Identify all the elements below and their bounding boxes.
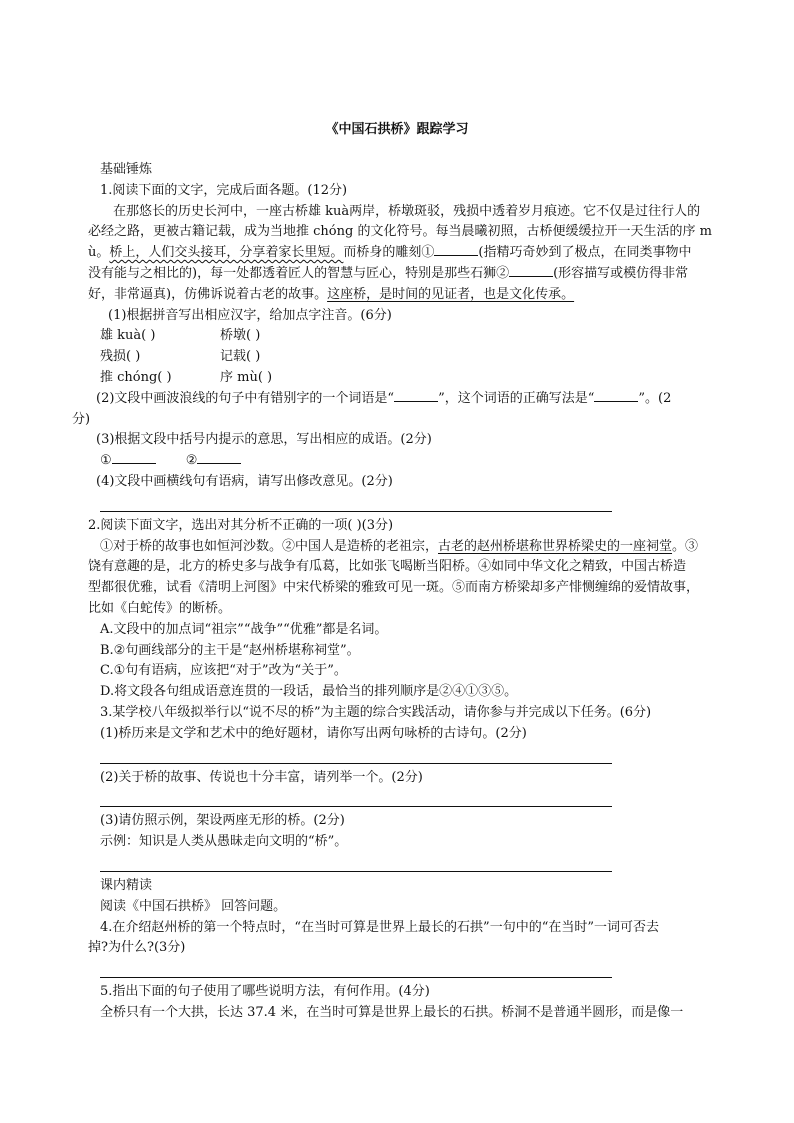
pinyin-item[interactable]: 雄 kuà( ) <box>100 328 156 344</box>
answer-blank-2[interactable] <box>509 264 553 277</box>
q1-sub-2-text: (2)文段中画波浪线的句子中有错别字的一个词语是“ <box>96 390 395 406</box>
q2-passage-line-2: 饶有意趣的是，北方的桥史多与战争有瓜葛，比如张飞喝断当阳桥。④如同中华文化之精致，中国古桥造 <box>88 559 687 575</box>
q1-passage-text: 而桥身的雕刻① <box>343 245 435 261</box>
answer-blank-wrong-word[interactable] <box>394 389 438 402</box>
question-1-prompt: 1.阅读下面的文字，完成后面各题。(12分) <box>100 182 348 198</box>
option-b[interactable]: B.②句画线部分的主干是“赵州桥堪称祠堂”。 <box>100 642 360 658</box>
answer-line[interactable] <box>100 967 612 978</box>
answer-blank-1[interactable] <box>434 243 478 256</box>
page-title: 《中国石拱桥》跟踪学习 <box>325 122 469 137</box>
q1-sub-2 <box>96 389 720 410</box>
q1-sub-3-answers <box>100 451 720 472</box>
q1-sub-2-text: ”，这个词语的正确写法是“ <box>438 390 595 406</box>
q1-passage-line-1 <box>100 202 720 223</box>
pinyin-item[interactable]: 残损( ) <box>100 349 141 365</box>
q3-sub-2: (2)关于桥的故事、传说也十分丰富，请列举一个。(2分) <box>100 769 423 785</box>
pinyin-item[interactable]: 记载( ) <box>220 349 261 365</box>
q1-passage-text: ù。 <box>88 245 110 261</box>
q2-passage-line-1 <box>88 537 720 558</box>
q2-passage-line-4: 比如《白蛇传》的断桥。 <box>88 600 232 616</box>
document-body <box>72 160 720 1024</box>
pinyin-item[interactable]: 序 mù( ) <box>220 369 273 385</box>
question-5-prompt: 5.指出下面的句子使用了哪些说明方法，有何作用。(4分) <box>100 984 430 1000</box>
q1-sub-3: (3)根据文段中括号内提示的意思，写出相应的成语。(2分) <box>96 432 432 448</box>
q1-passage-line-2: 必经之路，更被古籍记载，成为当地推 chóng 的文化符号。每当晨曦初照，古桥便缓缓拉开一天生活的序 m <box>88 224 712 240</box>
q1-sub-2-cont: 分) <box>72 411 91 427</box>
underlined-sentence: 这座桥，是时间的见证者，也是文化传承。 <box>327 286 575 302</box>
answer-line[interactable] <box>100 753 612 764</box>
pinyin-item[interactable]: 推 chóng( ) <box>100 369 172 385</box>
q1-sub-1: (1)根据拼音写出相应汉字，给加点字注音。(6分) <box>108 307 392 323</box>
pinyin-item[interactable]: 桥墩( ) <box>220 328 261 344</box>
q1-passage-line-5 <box>88 285 720 306</box>
answer-line[interactable] <box>100 796 612 807</box>
question-2-prompt: 2.阅读下面文字，选出对其分析不正确的一项( )(3分) <box>88 517 394 533</box>
idiom-blank-2[interactable] <box>197 451 241 464</box>
q3-sub-1: (1)桥历来是文学和艺术中的绝好题材，请你写出两句咏桥的古诗句。(2分) <box>100 725 527 741</box>
option-a[interactable]: A.文段中的加点词“祖宗”“战争”“优雅”都是名词。 <box>100 621 388 637</box>
q2-passage-text: 。③ <box>672 538 699 554</box>
q1-passage-text: (指精巧奇妙到了极点，在同类事物中 <box>478 245 692 261</box>
pinyin-row-1 <box>100 326 720 347</box>
q1-passage-line-3 <box>88 243 720 264</box>
q1-sub-2-text: ”。(2 <box>638 390 672 406</box>
answer-line[interactable] <box>100 861 612 872</box>
question-4-line-1: 4.在介绍赵州桥的第一个特点时，“在当时可算是世界上最长的石拱”一句中的“在当时”一词可否去 <box>100 919 659 935</box>
answer-line[interactable] <box>100 501 612 512</box>
pinyin-row-3 <box>100 368 720 389</box>
wavy-underlined-sentence: 桥上，人们交头接耳，分享着家长里短。 <box>109 245 344 261</box>
reading-intro: 阅读《中国石拱桥》 回答问题。 <box>100 898 287 914</box>
answer-blank-correct-word[interactable] <box>594 389 638 402</box>
q1-passage-line-4 <box>88 264 720 285</box>
option-c[interactable]: C.①句有语病，应该把“对于”改为“关于”。 <box>100 663 347 679</box>
q3-example: 示例：知识是人类从愚昧走向文明的“桥”。 <box>100 834 348 850</box>
section-heading-in-class: 课内精读 <box>100 877 153 893</box>
option-d[interactable]: D.将文段各句组成语意连贯的一段话，最恰当的排列顺序是②④①③⑤。 <box>100 684 518 700</box>
q2-passage-text: ①对于桥的故事也如恒河沙数。②中国人是造桥的老祖宗， <box>100 538 439 554</box>
answer-mark-2: ② <box>185 453 198 469</box>
underlined-phrase: 古老的赵州桥堪称世界桥梁史的一座祠堂 <box>438 538 673 554</box>
question-3-prompt: 3.某学校八年级拟举行以“说不尽的桥”为主题的综合实践活动，请你参与并完成以下任务。(6分) <box>100 704 652 720</box>
pinyin-row-2 <box>100 347 720 368</box>
answer-mark-1: ① <box>100 453 112 469</box>
q1-passage-text: (形容描写或模仿得非常 <box>553 265 689 281</box>
q3-sub-3: (3)请仿照示例，架设两座无形的桥。(2分) <box>100 813 345 829</box>
q1-passage-text: 在那悠长的历史长河中，一座古桥雄 kuà两岸，桥墩斑驳，残损中透着岁月痕迹。它不仅是过往行人的 <box>113 203 701 219</box>
question-5-text: 全桥只有一个大拱，长达 37.4 米，在当时可算是世界上最长的石拱。桥洞不是普通半圆形，而是像一 <box>100 1004 684 1020</box>
q2-passage-line-3: 型都很优雅，试看《清明上河图》中宋代桥梁的雅致可见一斑。⑤而南方桥梁却多产悱恻缠绵的爱情故事， <box>88 580 700 596</box>
idiom-blank-1[interactable] <box>112 451 156 464</box>
q1-passage-text: 好，非常逼真)，仿佛诉说着古老的故事。 <box>88 286 328 302</box>
q1-sub-4: (4)文段中画横线句有语病，请写出修改意见。(2分) <box>96 473 393 489</box>
q1-passage-text: 没有能与之相比的)，每一处都透着匠人的智慧与匠心，特别是那些石狮② <box>88 265 510 281</box>
question-4-line-2: 掉?为什么?(3分) <box>88 940 186 956</box>
section-heading-basic: 基础锤炼 <box>100 162 153 177</box>
